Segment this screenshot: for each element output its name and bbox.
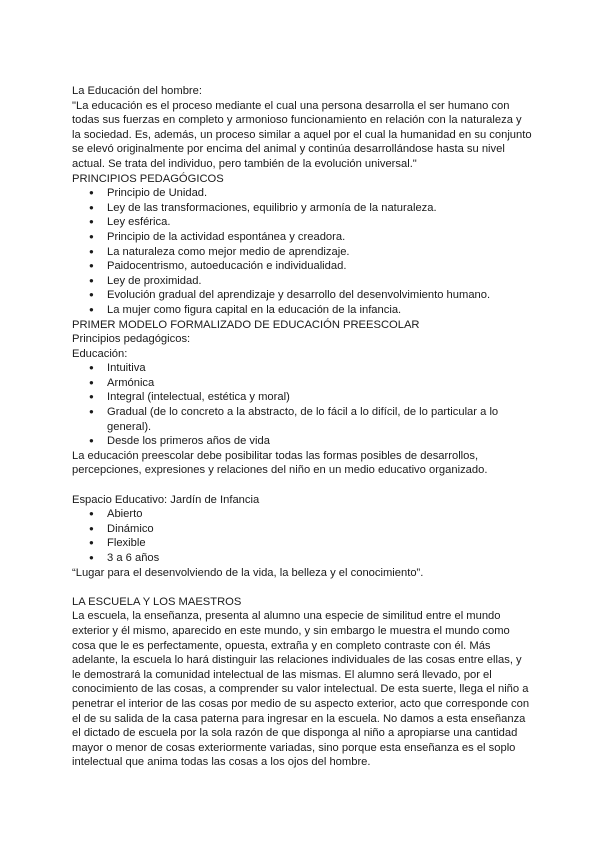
list-item: ● 3 a 6 años — [72, 551, 532, 566]
spacer — [72, 580, 532, 595]
list-item: ● Ley de las transformaciones, equilibrio y armonía de la naturaleza. — [72, 201, 532, 216]
list-item: ● La naturaleza como mejor medio de aprendizaje. — [72, 245, 532, 260]
principios-list — [72, 186, 532, 317]
modelo-paragraph: La educación preescolar debe posibilitar todas las formas posibles de desarrollos, percepciones, expresiones y relaciones del niño en un medio educativo organizado. — [72, 449, 488, 477]
list-item: ● Paidocentrismo, autoeducación e individualidad. — [72, 259, 532, 274]
list-item: ● Armónica — [72, 376, 532, 391]
principios-heading: PRINCIPIOS PEDAGÓGICOS — [72, 172, 224, 185]
list-item: ● Desde los primeros años de vida — [72, 434, 532, 449]
list-item: ● Gradual (de lo concreto a la abstracto, de lo fácil a lo difícil, de lo particular a lo general). — [72, 405, 532, 434]
list-item: ● Ley de proximidad. — [72, 274, 532, 289]
list-item: ● Ley esférica. — [72, 215, 532, 230]
modelo-subheading: Principios pedagógicos: — [72, 333, 191, 346]
list-item: ● Flexible — [72, 536, 532, 551]
document-body — [72, 84, 532, 770]
list-item: ● Principio de la actividad espontánea y creadora. — [72, 230, 532, 245]
list-item: ● Integral (intelectual, estética y moral) — [72, 390, 532, 405]
intro-quote: "La educación es el proceso mediante el cual una persona desarrolla el ser humano con todas sus fuerzas en completo y armonioso funcionamiento en relación con la naturaleza y la sociedad. Es, además, un proceso similar a aquel por el cual la humanidad en su conjunto se elevó originalmente por encima del animal y continúa desarrollándose hasta su nivel actual. Se trata del individuo, pero también de la evolución universal." — [72, 99, 532, 170]
espacio-list — [72, 507, 532, 565]
intro-title: La Educación del hombre: — [72, 85, 202, 97]
list-item: ● Evolución gradual del aprendizaje y desarrollo del desenvolvimiento humano. — [72, 288, 532, 303]
list-item: ● Principio de Unidad. — [72, 186, 532, 201]
list-item: ● Abierto — [72, 507, 532, 522]
spacer — [72, 478, 532, 493]
modelo-list — [72, 361, 532, 449]
escuela-paragraph: La escuela, la enseñanza, presenta al alumno una especie de similitud entre el mundo exterior y él mismo, aparecido en este mundo, y sin embargo le muestra el mundo como cosa que le es perfectamente, opuesta, extraña y en completo contraste con él. Más adelante, la escuela lo hará distinguir las relaciones individuales de las cosas entre ellas, y le demostrará la comunidad intelectual de las mismas. El alumno será llevado, por el conocimiento de las cosas, a comprender su valor intelectual. De esta suerte, llega el niño a penetrar el interior de las cosas por medio de su aspecto exterior, acto que corresponde con el de su salida de la casa paterna para ingresar en la escuela. No damos a esta enseñanza el dictado de escuela por la sola razón de que disponga al niño a apropiarse una cantidad mayor o menor de cosas exteriormente variadas, sino porque esta enseñanza es el soplo intelectual que anima todas las cosas a los ojos del hombre. — [72, 610, 530, 769]
list-item: ● La mujer como figura capital en la educación de la infancia. — [72, 303, 532, 318]
modelo-label: Educación: — [72, 347, 128, 360]
list-item: ● Dinámico — [72, 522, 532, 537]
list-item: ● Intuitiva — [72, 361, 532, 376]
escuela-heading: LA ESCUELA Y LOS MAESTROS — [72, 595, 242, 608]
espacio-quote: “Lugar para el desenvolviendo de la vida, la belleza y el conocimiento”. — [72, 566, 424, 579]
modelo-heading: PRIMER MODELO FORMALIZADO DE EDUCACIÓN PREESCOLAR — [72, 318, 420, 331]
espacio-label: Espacio Educativo: Jardín de Infancia — [72, 493, 260, 506]
